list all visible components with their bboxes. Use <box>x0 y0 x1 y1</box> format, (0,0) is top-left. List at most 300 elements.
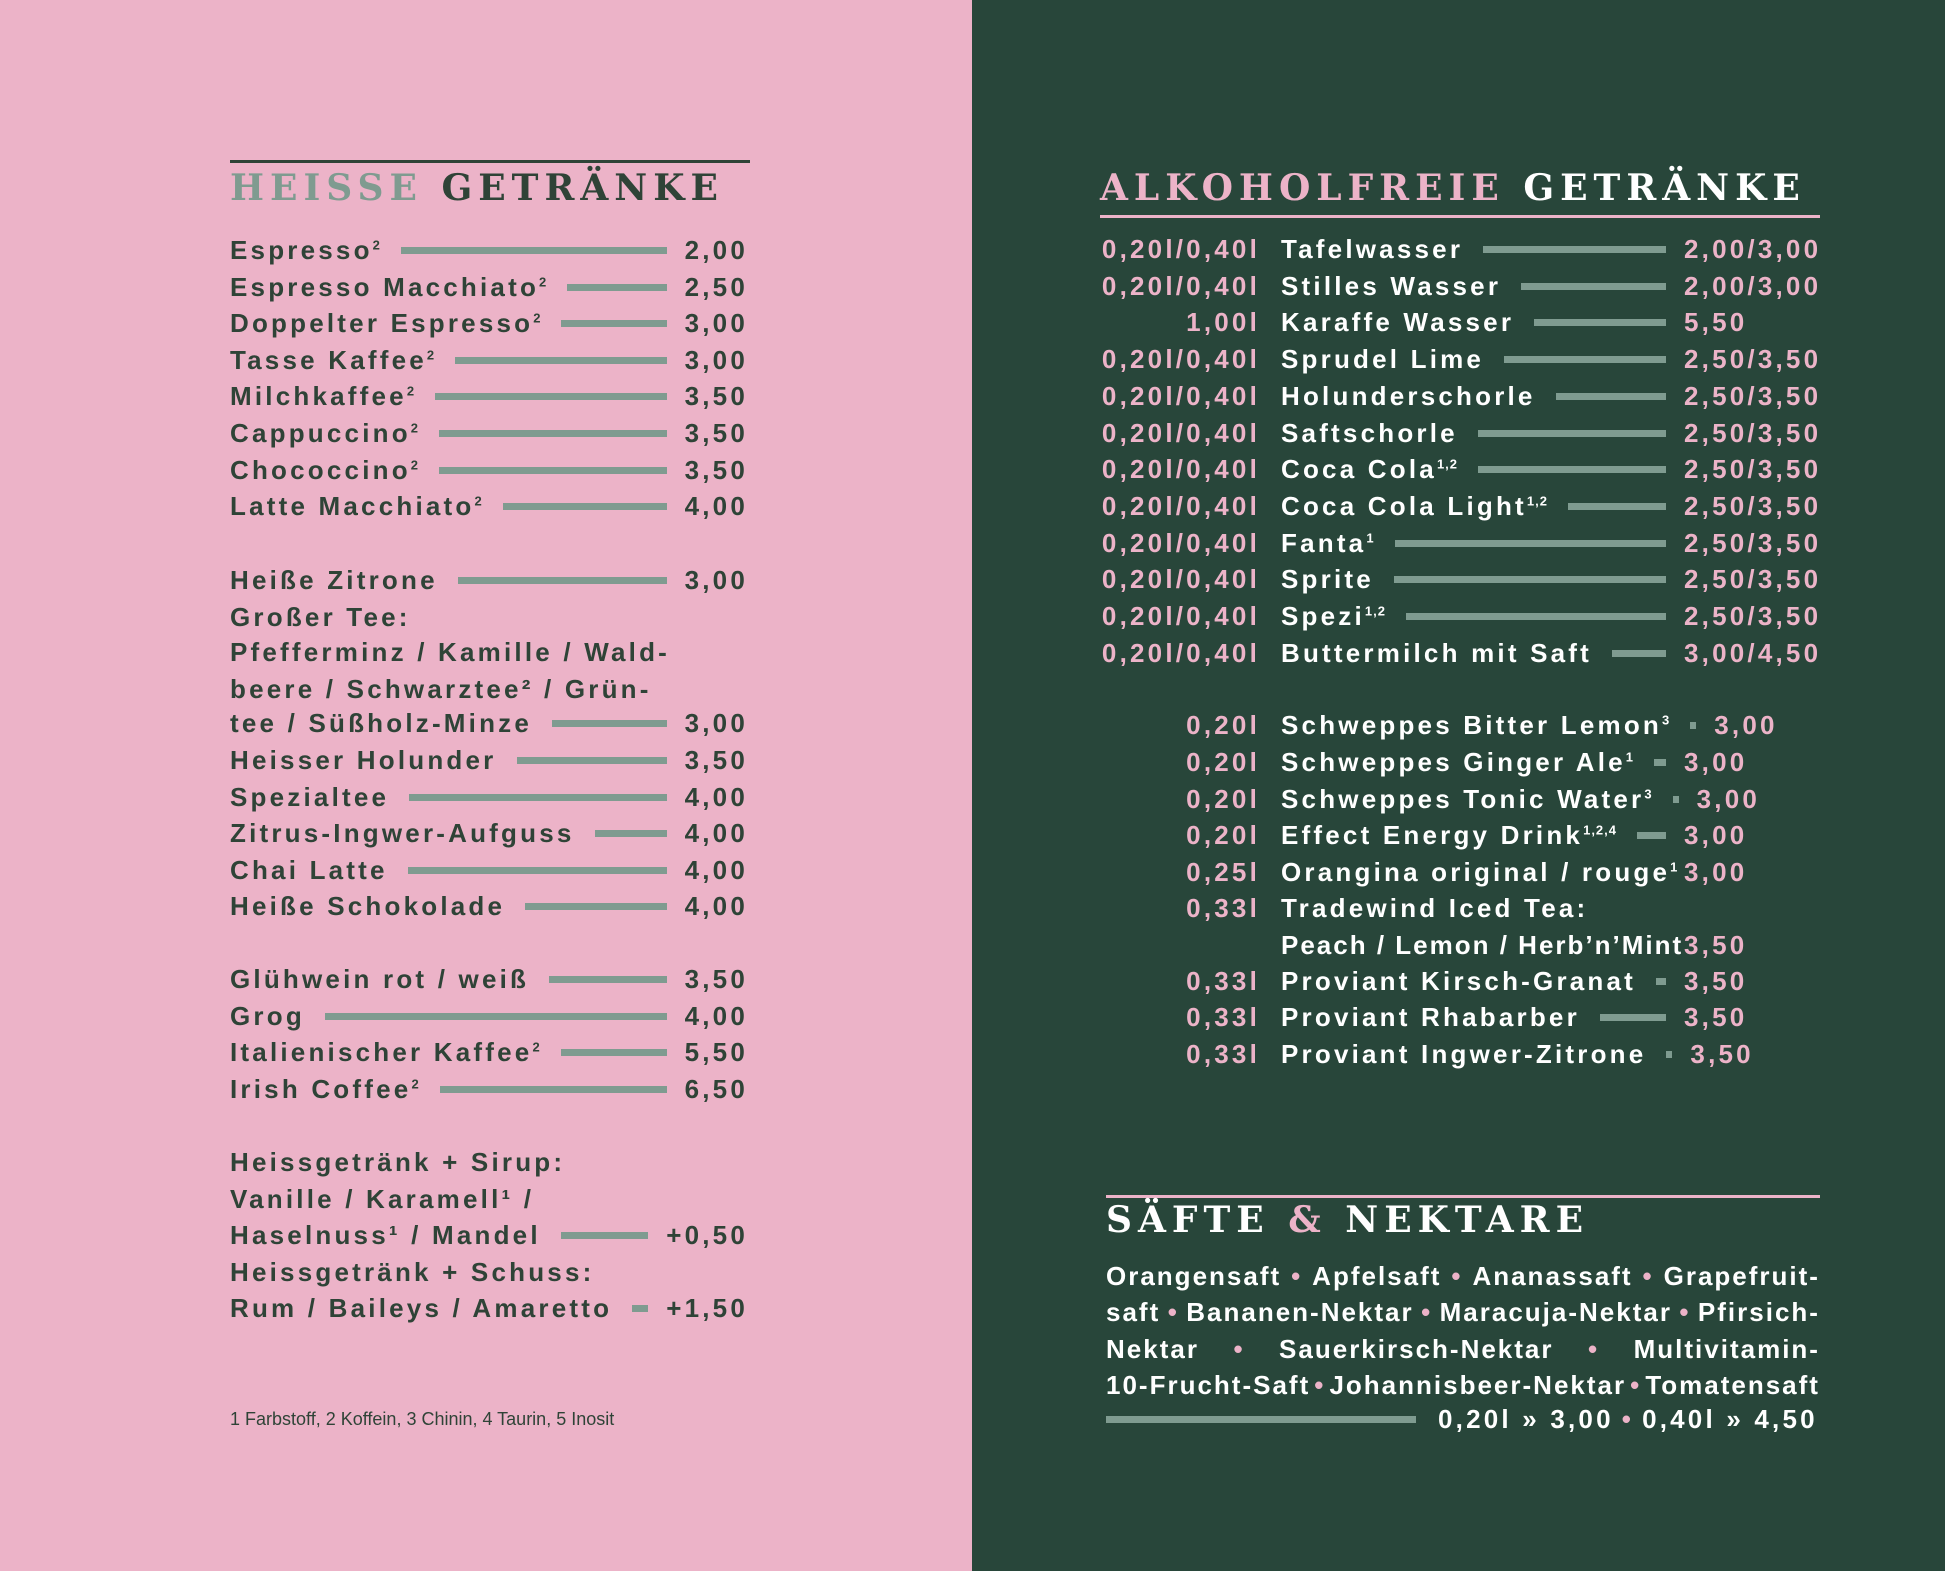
leader-bar <box>440 1086 667 1093</box>
footnote-marker: 2 <box>372 237 381 253</box>
item-name-text: Stilles Wasser <box>1281 270 1502 301</box>
item-price: 3,50 <box>684 964 748 994</box>
footnote-marker: 1 <box>1625 749 1635 765</box>
tea-item <box>230 562 748 599</box>
item-name <box>1281 638 1592 669</box>
footnote-marker: 2 <box>533 310 542 326</box>
item-price: 3,00/4,50 <box>1684 637 1822 668</box>
item-price: 2,50 <box>684 271 748 302</box>
item-name-text: Spezi <box>1281 601 1365 631</box>
footnote-marker: 2 <box>474 493 483 509</box>
item-name <box>1281 710 1670 741</box>
item-name <box>230 308 541 339</box>
footnote-marker: 2 <box>411 1076 420 1092</box>
bullet-separator: • <box>1167 1297 1179 1328</box>
item-volume: 0,20l/0,40l <box>1101 601 1260 631</box>
juice-name: Bananen-Nektar <box>1186 1297 1414 1328</box>
allergen-footnote: 1 Farbstoff, 2 Koffein, 3 Chinin, 4 Taurin, 5 Inosit <box>230 1409 615 1429</box>
footnote-marker: 3 <box>1644 786 1653 802</box>
item-name <box>230 818 575 849</box>
item-price: 3,50 <box>684 454 748 485</box>
item-price: 3,00 <box>1684 747 1748 777</box>
coffee-item <box>230 305 748 342</box>
item-name-text: Schweppes Ginger Ale <box>1281 747 1626 777</box>
leader-bar <box>439 467 667 474</box>
coffee-item <box>230 452 748 489</box>
item-name <box>230 1037 541 1068</box>
item-name-text: Tafelwasser <box>1281 234 1464 264</box>
juice-name: Sauerkirsch-Nektar <box>1279 1333 1554 1364</box>
soft-drink-item <box>1100 341 1820 378</box>
item-name <box>1281 820 1617 851</box>
item-price: 2,50/3,50 <box>1684 601 1822 631</box>
item-name <box>1281 857 1678 888</box>
item-name <box>1281 381 1536 412</box>
item-volume: 0,20l/0,40l <box>1101 417 1260 448</box>
leader-bar <box>1690 722 1696 729</box>
item-price: 4,00 <box>684 818 748 849</box>
item-name: Peach / Lemon / Herb’n’Mint <box>1281 930 1684 960</box>
item-name-text: Glühwein rot / weiß <box>230 964 530 994</box>
item-name-text: Proviant Kirsch-Granat <box>1281 966 1637 996</box>
leader-bar <box>1478 430 1666 437</box>
item-price: 3,00 <box>1696 784 1761 814</box>
spirit-item <box>230 1034 748 1071</box>
leader-bar <box>458 577 667 584</box>
item-name <box>230 708 532 739</box>
footnote-marker: 2 <box>532 1039 541 1055</box>
leader-bar <box>1534 319 1666 326</box>
item-volume: 0,20l/0,40l <box>1101 234 1260 264</box>
item-name <box>230 455 419 486</box>
soft-drink-item <box>1100 304 1820 341</box>
leader-bar <box>439 430 667 437</box>
soft-drink-item <box>1100 598 1820 635</box>
hot-title <box>230 166 724 210</box>
footnote-marker: 1,2,4 <box>1583 822 1618 838</box>
item-volume: 0,20l/0,40l <box>1101 527 1260 558</box>
item-name <box>230 1074 420 1105</box>
item-volume: 0,20l/0,40l <box>1101 270 1260 301</box>
item-name <box>230 1220 541 1251</box>
item-name <box>1281 601 1386 632</box>
leader-bar <box>1654 759 1666 766</box>
bullet-separator: • <box>1421 1297 1433 1328</box>
item-name-text: Karaffe Wasser <box>1281 307 1515 338</box>
item-price: 3,50 <box>684 418 748 448</box>
item-name-text: Schweppes Tonic Water <box>1281 784 1645 814</box>
tea-item <box>230 779 748 816</box>
tea-text-line: Großer Tee: <box>230 601 411 632</box>
leader-bar <box>1504 356 1666 363</box>
item-volume: 0,33l <box>1186 966 1260 996</box>
proviant-item <box>1100 1036 1820 1073</box>
hot-title-a: HEISSE <box>230 167 423 209</box>
leader-bar <box>552 720 667 727</box>
item-price: 3,50 <box>1684 1002 1748 1032</box>
schuss-item <box>230 1290 748 1327</box>
juice-name: Tomatensaft <box>1645 1369 1820 1400</box>
juice-price-row <box>1106 1401 1820 1438</box>
item-name-text: Saftschorle <box>1281 417 1458 448</box>
leader-bar <box>517 757 667 764</box>
item-price: 3,50 <box>1684 966 1748 996</box>
sirup-text-line: Heissgetränk + Sirup: <box>230 1147 566 1177</box>
item-name-text: Zitrus-Ingwer-Aufguss <box>230 818 575 849</box>
leader-bar <box>1483 246 1666 253</box>
item-price: 2,50/3,50 <box>1684 564 1822 595</box>
soda-item <box>1100 707 1820 744</box>
juice-title <box>1106 1198 1589 1242</box>
juice-price-large: 0,40l » 4,50 <box>1642 1404 1818 1434</box>
item-name-text: Chai Latte <box>230 854 388 885</box>
soft-drink-item <box>1100 488 1820 525</box>
item-price: 2,00 <box>684 235 748 265</box>
item-name <box>230 855 388 886</box>
item-name <box>1281 344 1484 375</box>
item-price: 4,00 <box>684 891 748 922</box>
leader-bar <box>1666 1051 1672 1058</box>
bullet-separator: • <box>1233 1333 1245 1364</box>
coffee-item <box>230 415 748 452</box>
leader-bar <box>525 903 666 910</box>
tea-item <box>230 815 748 852</box>
item-name-text: Proviant Ingwer-Zitrone <box>1281 1039 1647 1069</box>
leader-bar <box>1406 613 1666 620</box>
cold-title-rule <box>1100 215 1820 218</box>
juice-title-b: NEKTARE <box>1345 1199 1590 1241</box>
item-price: 3,50 <box>684 745 748 775</box>
item-name-text: Irish Coffee <box>230 1073 412 1104</box>
item-name <box>1281 528 1375 559</box>
coffee-item <box>230 488 748 525</box>
item-name <box>230 491 483 522</box>
leader-bar <box>1673 796 1679 803</box>
juice-name: Multivitamin- <box>1633 1333 1820 1364</box>
item-name <box>1281 491 1548 522</box>
leader-bar <box>1656 978 1666 985</box>
item-volume: 1,00l <box>1186 307 1260 338</box>
item-price: 3,00 <box>684 344 748 375</box>
item-name-text: Chococcino <box>230 454 411 485</box>
item-price: 2,50/3,50 <box>1684 527 1822 558</box>
juice-title-a: SÄFTE <box>1106 1199 1270 1241</box>
item-name-text: Espresso Macchiato <box>230 271 540 302</box>
item-price: 3,00 <box>1684 820 1748 850</box>
item-name-text: Orangina original / rouge <box>1281 857 1671 887</box>
item-name-text: Haselnuss¹ / Mandel <box>230 1220 541 1250</box>
item-volume: 0,20l/0,40l <box>1101 637 1260 668</box>
footnote-marker: 1,2 <box>1526 493 1548 509</box>
item-name-text: Heisser Holunder <box>230 745 497 775</box>
proviant-item <box>1100 999 1820 1036</box>
coffee-item <box>230 232 748 269</box>
bullet-separator: • <box>1679 1297 1691 1328</box>
footnote-marker: 2 <box>410 420 420 436</box>
leader-bar <box>435 393 667 400</box>
tradewind-item <box>1100 890 1820 927</box>
item-price: 4,00 <box>684 781 748 812</box>
item-price: 4,00 <box>684 491 748 522</box>
footnote-marker: 1,2 <box>1436 456 1459 472</box>
spirit-item <box>230 1071 748 1108</box>
leader-bar <box>1556 393 1666 400</box>
bullet-separator: • <box>1451 1261 1463 1291</box>
item-price: 3,50 <box>1690 1039 1754 1069</box>
item-name-text: Coca Cola <box>1281 454 1437 485</box>
sirup-text-line: Vanille / Karamell¹ / <box>230 1184 535 1214</box>
item-name <box>230 565 438 596</box>
item-volume: 0,20l <box>1186 747 1260 777</box>
footnote-marker: 1,2 <box>1364 603 1386 619</box>
item-name <box>1281 1002 1580 1033</box>
item-name-text: Effect Energy Drink <box>1281 820 1584 850</box>
item-volume: 0,20l <box>1186 784 1260 814</box>
footnote-marker: 2 <box>410 456 420 472</box>
soft-drink-item <box>1100 451 1820 488</box>
sirup-item <box>230 1217 748 1254</box>
soft-drink-item <box>1100 415 1820 452</box>
item-price: 2,00/3,00 <box>1684 234 1822 264</box>
tea-text-line: Pfefferminz / Kamille / Wald- <box>230 637 671 668</box>
item-name <box>1281 234 1463 265</box>
cold-title <box>1100 166 1806 210</box>
leader-bar <box>1612 650 1666 657</box>
item-price: 3,00 <box>1714 710 1778 740</box>
soft-drink-item <box>1100 635 1820 672</box>
juice-price-small: 0,20l » 3,00 <box>1438 1404 1614 1434</box>
item-name <box>230 1001 305 1032</box>
item-price: 2,50/3,50 <box>1684 417 1822 448</box>
item-name-text: Espresso <box>230 235 373 265</box>
leader-bar <box>409 794 666 801</box>
juice-line <box>1106 1367 1820 1404</box>
item-price: 3,00 <box>1684 857 1748 887</box>
soda-item <box>1100 744 1820 781</box>
item-volume: 0,20l <box>1186 710 1260 740</box>
item-price: 6,50 <box>684 1073 748 1104</box>
soda-item <box>1100 854 1820 891</box>
coffee-item <box>230 269 748 306</box>
leader-bar <box>561 320 666 327</box>
item-price: 3,00 <box>684 565 748 595</box>
juice-title-amp: & <box>1269 1199 1346 1241</box>
juice-name: 10-Frucht-Saft <box>1106 1369 1311 1400</box>
bullet-separator: • <box>1621 1404 1635 1434</box>
hot-title-b: GETRÄNKE <box>422 167 724 209</box>
juice-name: Nektar <box>1106 1333 1199 1364</box>
item-price: 4,00 <box>684 854 748 885</box>
item-price: +1,50 <box>666 1293 748 1323</box>
leader-bar <box>561 1232 648 1239</box>
item-name <box>1281 307 1514 338</box>
proviant-item <box>1100 963 1820 1000</box>
leader-bar <box>325 1013 667 1020</box>
item-name-text: Cappuccino <box>230 418 411 448</box>
item-name <box>230 381 415 412</box>
juice-name: Johannisbeer-Nektar <box>1329 1369 1627 1400</box>
item-name-text: Italienischer Kaffee <box>230 1037 533 1068</box>
item-price: +0,50 <box>666 1220 748 1250</box>
soft-drink-item <box>1100 378 1820 415</box>
juice-name: Ananassaft <box>1472 1261 1633 1291</box>
item-name-text: Fanta <box>1281 527 1367 558</box>
leader-bar <box>408 867 667 874</box>
coffee-item <box>230 378 748 415</box>
tea-item <box>230 888 748 925</box>
item-name <box>230 745 497 776</box>
item-price: 2,50/3,50 <box>1684 344 1822 375</box>
bullet-separator: • <box>1630 1369 1642 1400</box>
item-name-text: Proviant Rhabarber <box>1281 1002 1580 1032</box>
item-name <box>1281 418 1458 449</box>
item-price: 3,00 <box>684 308 748 339</box>
item-name-text: tee / Süßholz-Minze <box>230 708 533 738</box>
item-price: 2,50/3,50 <box>1684 380 1822 411</box>
item-volume: 0,20l/0,40l <box>1101 490 1260 521</box>
leader-bar <box>1106 1416 1416 1423</box>
soda-item <box>1100 781 1820 818</box>
item-volume: 0,33l <box>1186 1039 1260 1069</box>
cold-title-b: GETRÄNKE <box>1504 167 1806 209</box>
item-name-text: Latte Macchiato <box>230 491 475 522</box>
juice-name: Pfirsich- <box>1697 1297 1820 1328</box>
item-name <box>230 782 389 813</box>
cold-title-a: ALKOHOLFREIE <box>1100 167 1505 209</box>
leader-bar <box>561 1049 667 1056</box>
item-name-text: Heiße Zitrone <box>230 565 438 595</box>
item-volume: 0,33l <box>1186 893 1260 923</box>
item-name <box>1281 271 1501 302</box>
schuss-text-line: Heissgetränk + Schuss: <box>230 1257 595 1287</box>
item-price: 2,00/3,00 <box>1684 270 1822 301</box>
footnote-marker: 2 <box>426 347 436 363</box>
item-price: 4,00 <box>684 1000 748 1031</box>
item-name-text: Coca Cola Light <box>1281 490 1527 521</box>
leader-bar <box>1637 832 1666 839</box>
item-name <box>1281 966 1636 997</box>
leader-bar <box>401 247 667 254</box>
hot-title-rule <box>230 160 750 163</box>
item-name-text: Sprudel Lime <box>1281 344 1485 375</box>
leader-bar <box>455 357 666 364</box>
item-name <box>230 891 505 922</box>
coffee-item <box>230 342 748 379</box>
bullet-separator: • <box>1588 1333 1600 1364</box>
item-name-text: Tasse Kaffee <box>230 344 427 375</box>
leader-bar <box>549 976 666 983</box>
item-name-text: Rum / Baileys / Amaretto <box>230 1293 613 1323</box>
item-name-text: Schweppes Bitter Lemon <box>1281 710 1663 740</box>
item-name-text: Spezialtee <box>230 781 390 812</box>
item-name <box>230 418 419 449</box>
item-name-text: Holunderschorle <box>1281 380 1536 411</box>
item-name-text: Grog <box>230 1000 305 1031</box>
leader-bar <box>1600 1014 1666 1021</box>
item-name <box>230 345 435 376</box>
item-name <box>1281 747 1634 778</box>
item-name-text: Milchkaffee <box>230 381 407 412</box>
leader-bar <box>1394 576 1666 583</box>
leader-bar <box>632 1305 648 1312</box>
item-name <box>230 235 381 266</box>
juice-name: Grapefruit- <box>1663 1261 1820 1291</box>
tea-item <box>230 705 748 742</box>
juice-name: Orangensaft <box>1106 1261 1282 1291</box>
item-name-text: Heiße Schokolade <box>230 891 506 922</box>
spirit-item <box>230 961 748 998</box>
soft-drink-item <box>1100 525 1820 562</box>
tea-item <box>230 742 748 779</box>
juice-name: Apfelsaft <box>1312 1261 1442 1291</box>
bullet-separator: • <box>1291 1261 1303 1291</box>
item-price: 3,00 <box>684 708 748 738</box>
bullet-separator: • <box>1314 1369 1326 1400</box>
juice-name: Maracuja-Nektar <box>1439 1297 1672 1328</box>
soft-drink-item <box>1100 231 1820 268</box>
soda-item <box>1100 817 1820 854</box>
item-price: 3,50 <box>684 381 748 412</box>
tea-text-line: beere / Schwarztee² / Grün- <box>230 673 652 704</box>
item-name <box>230 1293 612 1324</box>
item-name <box>230 272 547 303</box>
footnote-marker: 3 <box>1662 712 1671 728</box>
item-volume: 0,25l <box>1186 857 1260 887</box>
item-volume: 0,33l <box>1186 1002 1260 1032</box>
item-name-text: Sprite <box>1281 564 1374 595</box>
item-price: 2,50/3,50 <box>1684 454 1822 485</box>
tea-item <box>230 852 748 889</box>
item-volume: 0,20l/0,40l <box>1101 564 1260 595</box>
footnote-marker: 2 <box>539 273 548 289</box>
leader-bar <box>1395 540 1666 547</box>
leader-bar <box>1478 466 1666 473</box>
item-name <box>1281 784 1653 815</box>
item-volume: 0,20l/0,40l <box>1101 454 1260 485</box>
item-name-text: Buttermilch mit Saft <box>1281 637 1593 668</box>
item-volume: 0,20l/0,40l <box>1101 380 1260 411</box>
leader-bar <box>595 830 667 837</box>
footnote-marker: 1 <box>1366 529 1375 545</box>
item-price: 5,50 <box>684 1037 748 1068</box>
juice-line <box>1106 1258 1820 1295</box>
item-name-text: Doppelter Espresso <box>230 308 534 339</box>
item-name <box>1281 454 1458 485</box>
leader-bar <box>503 503 667 510</box>
soft-drink-item <box>1100 561 1820 598</box>
item-name <box>1281 1039 1646 1070</box>
item-price: 3,50 <box>1684 930 1748 960</box>
soft-drink-item <box>1100 268 1820 305</box>
juice-line <box>1106 1294 1820 1331</box>
tradewind-flavours <box>1100 927 1820 964</box>
juice-line <box>1106 1331 1820 1368</box>
leader-bar <box>1521 283 1666 290</box>
spirit-item <box>230 998 748 1035</box>
footnote-marker: 1 <box>1670 859 1679 875</box>
leader-bar <box>1568 503 1666 510</box>
item-price: 5,50 <box>1684 307 1748 338</box>
leader-bar <box>567 284 666 291</box>
item-name: Tradewind Iced Tea: <box>1281 893 1589 923</box>
item-name <box>230 964 529 995</box>
footnote-marker: 2 <box>406 383 416 399</box>
item-volume: 0,20l <box>1186 820 1260 850</box>
item-volume: 0,20l/0,40l <box>1101 344 1260 375</box>
juice-name: saft <box>1106 1297 1161 1328</box>
item-price: 2,50/3,50 <box>1684 490 1822 521</box>
item-name <box>1281 564 1374 595</box>
